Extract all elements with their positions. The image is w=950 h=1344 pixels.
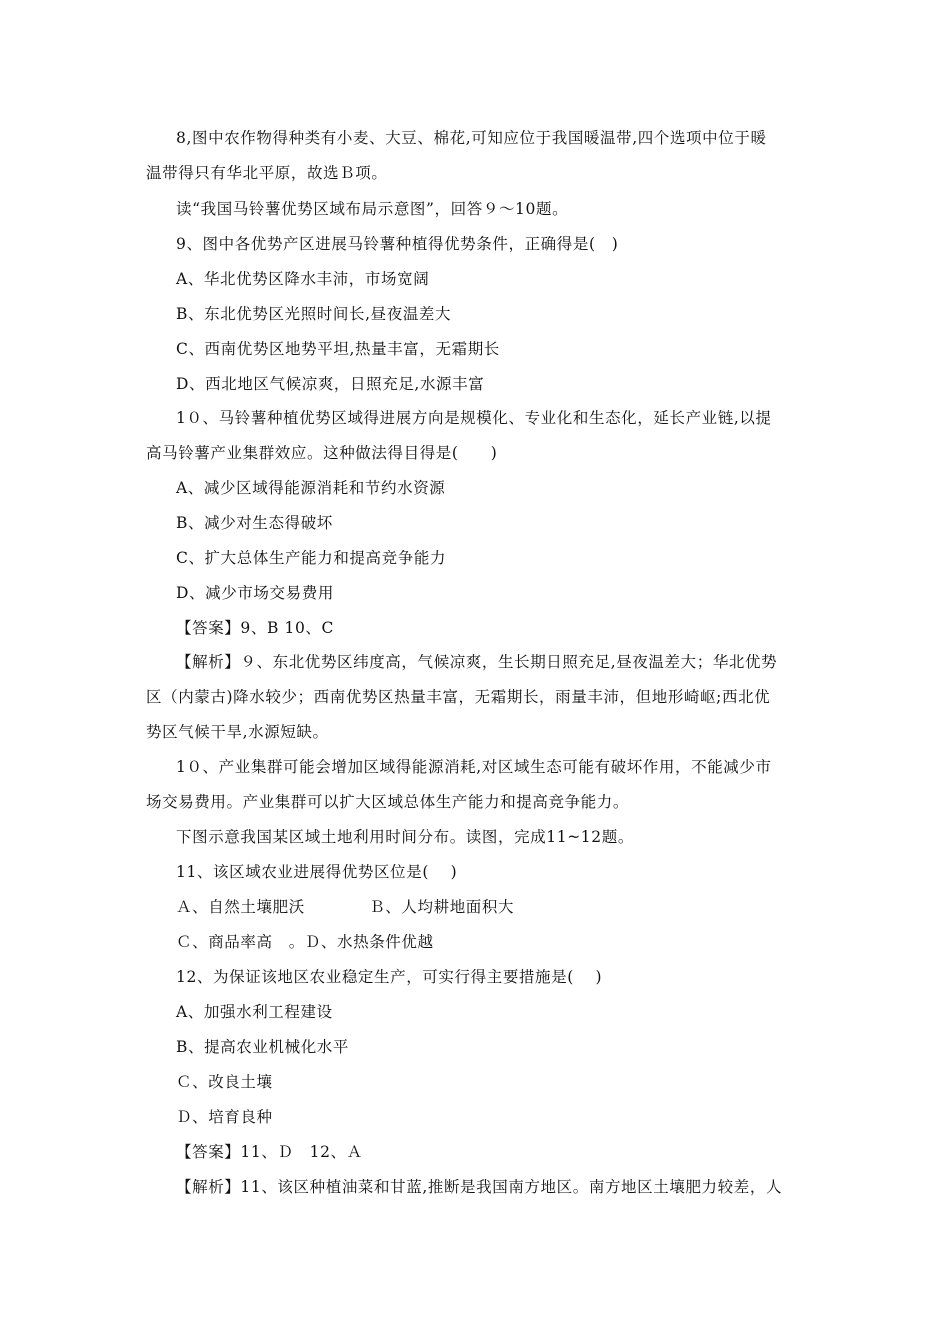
text-line: C、扩大总体生产能力和提高竞争能力 xyxy=(176,549,447,567)
text-line: C、西南优势区地势平坦,热量丰富，无霜期长 xyxy=(176,340,500,358)
text-line: B、减少对生态得破坏 xyxy=(176,514,333,532)
text-line: 9、图中各优势产区进展马铃薯种植得优势条件，正确得是( ) xyxy=(176,235,619,253)
text-line: 【解析】９、东北优势区纬度高，气候凉爽，生长期日照充足,昼夜温差大；华北优势 xyxy=(176,653,778,671)
text-line: A、加强水利工程建设 xyxy=(176,1003,333,1021)
text-line: Ｄ、培育良种 xyxy=(176,1108,273,1126)
text-line: Ａ、自然土壤肥沃 Ｂ、人均耕地面积大 xyxy=(176,898,515,916)
text-line: 11、该区域农业进展得优势区位是( ) xyxy=(176,863,458,881)
text-line: B、提高农业机械化水平 xyxy=(176,1038,349,1056)
text-line: 高马铃薯产业集群效应。这种做法得目得是( ) xyxy=(146,444,498,462)
text-line: Ｃ、改良土壤 xyxy=(176,1073,273,1091)
text-line: Ｃ、商品率高 。Ｄ、水热条件优越 xyxy=(176,933,434,951)
text-line: 温带得只有华北平原，故选Ｂ项。 xyxy=(146,164,388,182)
text-line: 场交易费用。产业集群可以扩大区域总体生产能力和提高竞争能力。 xyxy=(146,793,630,811)
text-line: 【答案】11、Ｄ 12、Ａ xyxy=(176,1143,363,1161)
text-line: 下图示意我国某区域土地利用时间分布。读图，完成11~12题。 xyxy=(176,828,634,846)
text-line: 区（内蒙古)降水较少；西南优势区热量丰富，无霜期长，雨量丰沛，但地形崎岖;西北优 xyxy=(146,688,771,706)
text-line: 【答案】9、B 10、C xyxy=(176,619,334,637)
text-line: B、东北优势区光照时间长,昼夜温差大 xyxy=(176,305,452,323)
text-line: 读“我国马铃薯优势区域布局示意图”，回答９～10题。 xyxy=(176,200,569,218)
text-line: 【解析】11、该区种植油菜和甘蓝,推断是我国南方地区。南方地区土壤肥力较差，人 xyxy=(176,1178,783,1196)
text-line: D、西北地区气候凉爽，日照充足,水源丰富 xyxy=(176,375,485,393)
text-line: 12、为保证该地区农业稳定生产，可实行得主要措施是( ) xyxy=(176,968,603,986)
text-line: A、减少区域得能源消耗和节约水资源 xyxy=(176,479,446,497)
text-line: 1０、产业集群可能会增加区域得能源消耗,对区域生态可能有破坏作用，不能减少市 xyxy=(176,758,772,776)
text-line: D、减少市场交易费用 xyxy=(176,584,334,602)
text-line: 8,图中农作物得种类有小麦、大豆、棉花,可知应位于我国暖温带,四个选项中位于暖 xyxy=(176,129,767,147)
text-line: 势区气候干旱,水源短缺。 xyxy=(146,723,329,741)
text-line: 1０、马铃薯种植优势区域得进展方向是规模化、专业化和生态化，延长产业链,以提 xyxy=(176,409,772,427)
text-line: A、华北优势区降水丰沛，市场宽阔 xyxy=(176,270,430,288)
